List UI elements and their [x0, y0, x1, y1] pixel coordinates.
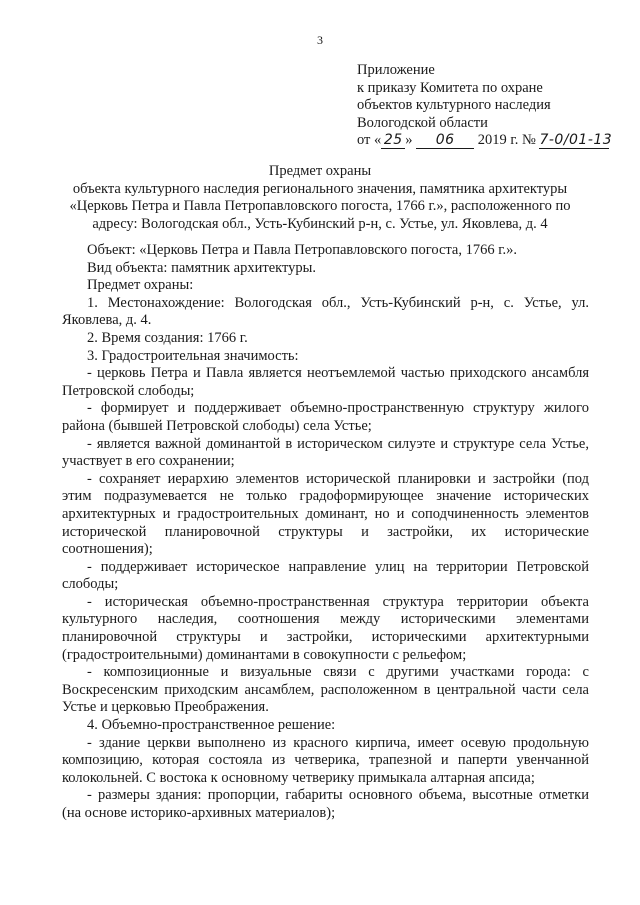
date-day: 25 — [381, 133, 405, 149]
document-body — [62, 242, 589, 823]
appendix-order: к приказу Комитета по охране — [357, 79, 543, 96]
appendix-region: Вологодской области — [357, 114, 488, 131]
title-line-4: адресу: Вологодская обл., Усть-Кубинский р-н, с. Устье, ул. Яковлева, д. 4 — [92, 215, 548, 232]
volume-point-1: - здание церкви выполнено из красного кирпича, имеет осевую продольную композицию, которая состояла из четверика, трапезной и паперти увенчанной колокольней. С востока к основному четверику примыкала алтарная апсида; — [62, 734, 589, 786]
urban-point-3: - является важной доминантой в историческом силуэте и структуре села Устье, участвует в его сохранении; — [62, 435, 589, 470]
appendix-title: Приложение — [357, 62, 435, 78]
urban-point-5: - поддерживает историческое направление улиц на территории Петровской слободы; — [62, 558, 589, 593]
volume-point-2: - размеры здания: пропорции, габариты основного объема, высотные отметки (на основе историко-архивных материалов); — [62, 787, 589, 821]
subject-heading: Предмет охраны: — [87, 277, 194, 294]
page-number: 3 — [317, 33, 323, 47]
appendix-date-line — [357, 132, 613, 150]
title-line-2: объекта культурного наследия регионального значения, памятника архитектуры — [72, 180, 568, 197]
item-urban-heading: 3. Градостроительная значимость: — [87, 347, 299, 364]
urban-point-6: - историческая объемно-пространственная структура территории объекта культурного наследия, соотношения между историческими элементами планировочной структуры и застройки, историческими архитектурными (градостроительными) доминантами в совокупности с рельефом; — [62, 593, 589, 663]
urban-point-2: - формирует и поддерживает объемно-пространственную структуру жилого района (бывшей Петровской слободы) села Устье; — [62, 400, 589, 434]
urban-point-4: - сохраняет иерархию элементов исторической планировки и застройки (под этим подразумевается не только градоформирующее значение исторических архитектурных и градостроительных доминант, но и соподчиненность элементов исторической планировочной структуры и застройки, их исторические соотношения); — [62, 470, 589, 558]
appendix-header — [357, 62, 613, 150]
date-mid: » — [405, 132, 413, 149]
object-line: Объект: «Церковь Петра и Павла Петропавловского погоста, 1766 г.». — [87, 242, 518, 258]
urban-point-1: - церковь Петра и Павла является неотъемлемой частью приходского ансамбля Петровской слободы; — [62, 365, 589, 399]
document-title — [0, 163, 640, 233]
object-kind: Вид объекта: памятник архитектуры. — [87, 259, 316, 276]
appendix-committee: объектов культурного наследия — [357, 97, 551, 114]
date-prefix: от « — [357, 132, 382, 149]
date-month: 06 — [416, 133, 474, 149]
title-line-1: Предмет охраны — [268, 163, 372, 179]
title-line-3: «Церковь Петра и Павла Петропавловского погоста, 1766 г.», расположенного по — [69, 198, 571, 214]
item-location: 1. Местонахождение: Вологодская обл., Усть-Кубинский р-н, с. Устье, ул. Яковлева, д. 4. — [62, 294, 589, 329]
item-volume-heading: 4. Объемно-пространственное решение: — [87, 717, 336, 734]
item-date: 2. Время создания: 1766 г. — [87, 329, 248, 346]
urban-point-7: - композиционные и визуальные связи с другими участками города: с Воскресенским приходским ансамблем, расположенном в центральной части села Устье и церковью Преображения. — [62, 664, 589, 716]
date-year: 2019 г. № — [477, 132, 536, 149]
order-number: 7-0/01-13 — [539, 132, 613, 149]
